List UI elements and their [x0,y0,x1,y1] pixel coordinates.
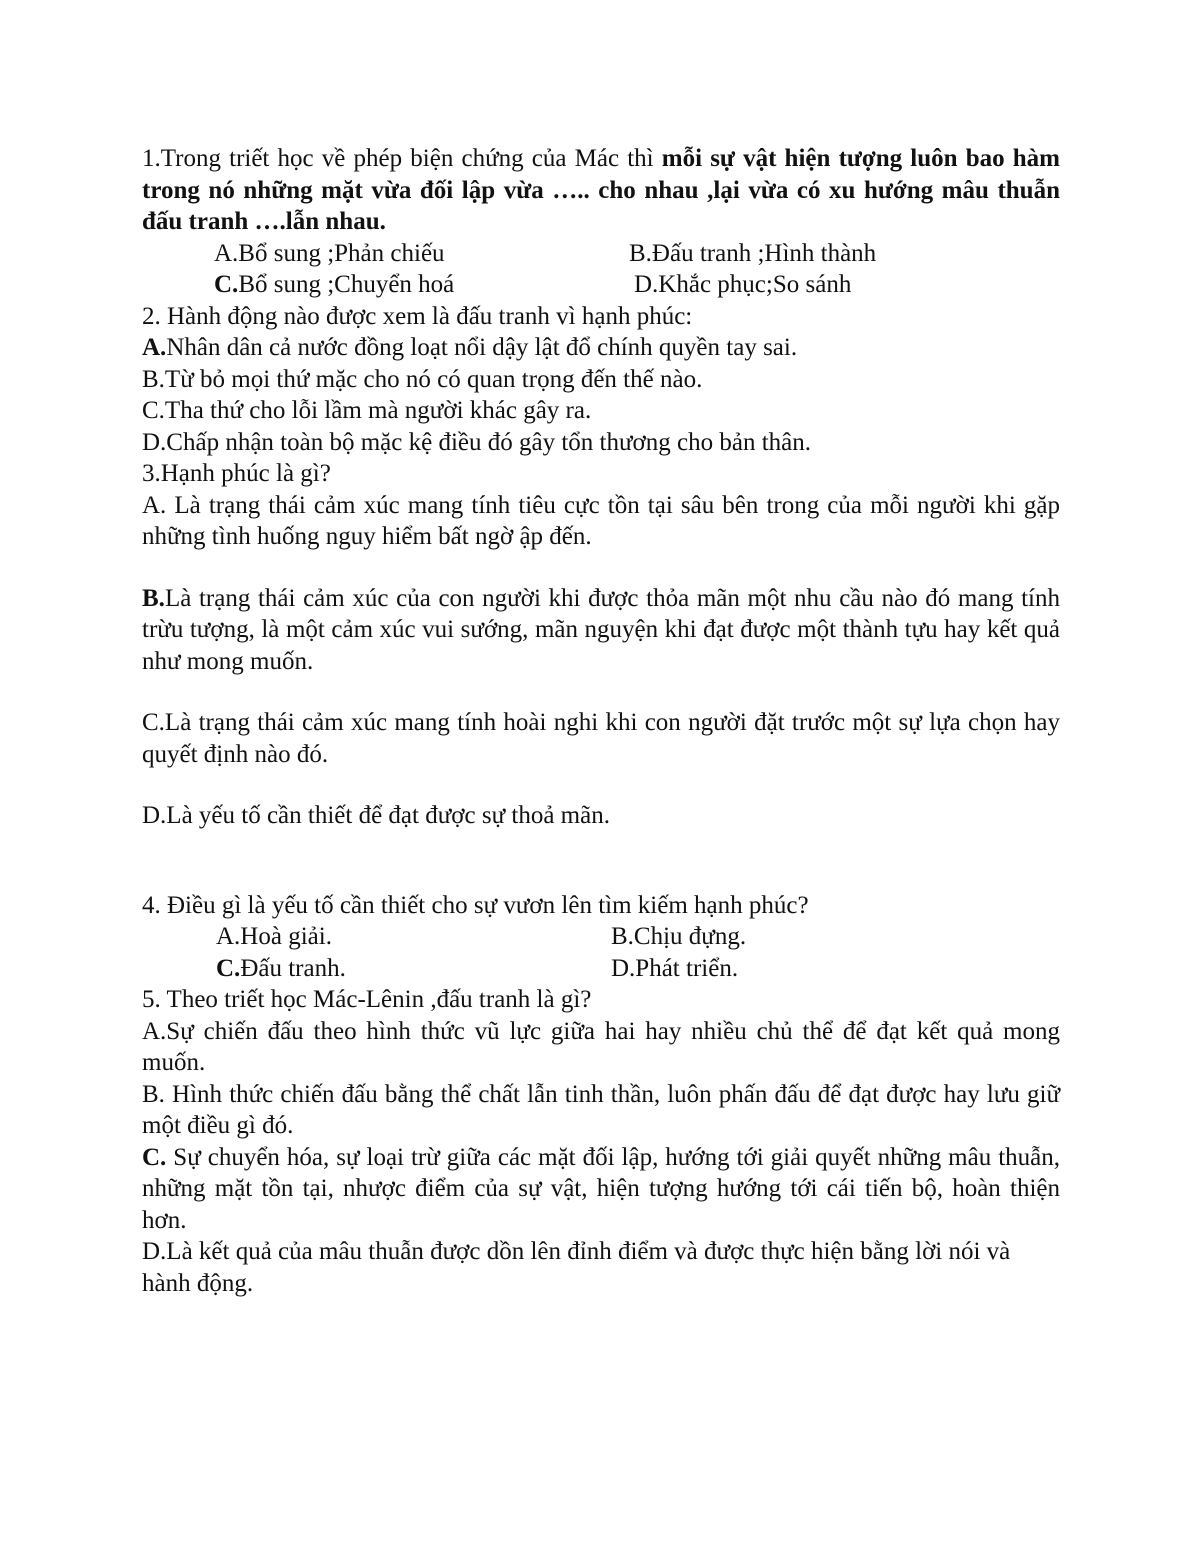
question-4-option-c-text: Đấu tranh. [240,954,346,982]
question-5-option-b: B. Hình thức chiến đấu bằng thể chất lẫn tinh thần, luôn phấn đấu để đạt được hay lưu giữ một điều gì đó. [142,1080,1060,1139]
question-1-option-c-text: Bổ sung ;Chuyển hoá [238,271,455,298]
question-2-option-a-text: Nhân dân cả nước đồng loạt nổi dậy lật đổ chính quyền tay sai. [166,334,798,361]
question-4-option-c-label: C. [216,954,241,982]
question-4-options-row-1 [142,921,1060,953]
question-3-option-d: D.Là yếu tố cần thiết để đạt được sự thoả mãn. [142,802,610,829]
question-1-option-c [214,269,629,301]
question-3-option-a: A. Là trạng thái cảm xúc mang tính tiêu cực tồn tại sâu bên trong của mỗi người khi gặp những tình huống nguy hiểm bất ngờ ập đến. [142,491,1060,550]
question-1-option-d: D.Khắc phục;So sánh [634,271,852,298]
question-5-option-c-label: C. [142,1143,167,1171]
question-2-option-c: C.Tha thứ cho lỗi lầm mà người khác gây ra. [142,397,592,424]
question-3-option-c: C.Là trạng thái cảm xúc mang tính hoài nghi khi con người đặt trước một sự lựa chọn hay quyết định nào đó. [142,709,1060,768]
question-3-option-b-text: Là trạng thái cảm xúc của con người khi được thỏa mãn một nhu cầu nào đó mang tính trừu tượng, là một cảm xúc vui sướng, mãn nguyện khi đạt được một thành tựu hay kết quả như mong muốn. [142,584,1060,675]
question-2-option-a-label: A. [142,334,167,361]
question-5-option-d: D.Là kết quả của mâu thuẫn được dồn lên đỉnh điểm và được thực hiện bằng lời nói và hành động. [142,1238,1011,1297]
question-4-stem: 4. Điều gì là yếu tố cần thiết cho sự vươn lên tìm kiếm hạnh phúc? [142,891,809,919]
question-1-stem-text: 1.Trong triết học về phép biện chứng của Mác thì [142,145,662,172]
question-5-stem: 5. Theo triết học Mác-Lênin ,đấu tranh là gì? [142,986,592,1013]
question-1-options-row-1 [142,238,1060,270]
question-1-stem [142,143,1060,238]
question-3-option-b [142,583,1060,678]
question-4-options-row-2 [142,953,1060,985]
question-4-option-d: D.Phát triển. [611,954,739,982]
question-3-option-b-label: B. [142,584,165,612]
question-2-option-a [142,332,1060,364]
question-1-options-row-2 [142,269,1060,301]
question-4-option-c [216,953,611,985]
question-1-stem-emphasis: mỗi sự vật hiện tượng luôn bao hàm trong nó những mặt vừa đối lập vừa ….. cho nhau ,lại vừa có xu hướng mâu thuẫn đấu tranh ….lẫn nhau. [142,145,1060,235]
quiz-content [142,143,1060,1299]
question-2-option-b: B.Từ bỏ mọi thứ mặc cho nó có quan trọng đến thế nào. [142,365,703,393]
question-2-stem: 2. Hành động nào được xem là đấu tranh vì hạnh phúc: [142,302,693,330]
question-1-option-a: A.Bổ sung ;Phản chiếu [214,239,445,267]
question-4-option-b: B.Chịu đựng. [611,923,747,950]
question-5-option-c [142,1142,1060,1237]
question-2-option-d: D.Chấp nhận toàn bộ mặc kệ điều đó gây tổn thương cho bản thân. [142,428,811,456]
question-4-option-a: A.Hoà giải. [216,923,332,950]
question-1-option-c-label: C. [214,271,239,298]
question-1-option-b: B.Đấu tranh ;Hình thành [629,239,877,267]
question-3-stem: 3.Hạnh phúc là gì? [142,460,331,487]
question-5-option-a: A.Sự chiến đấu theo hình thức vũ lực giữa hai hay nhiều chủ thể để đạt kết quả mong muốn. [142,1017,1060,1076]
question-5-option-c-text: Sự chuyển hóa, sự loại trừ giữa các mặt đối lập, hướng tới giải quyết những mâu thuẫn, những mặt tồn tại, nhược điểm của sự vật, hiện tượng hướng tới cái tiến bộ, hoàn thiện hơn. [142,1143,1060,1234]
